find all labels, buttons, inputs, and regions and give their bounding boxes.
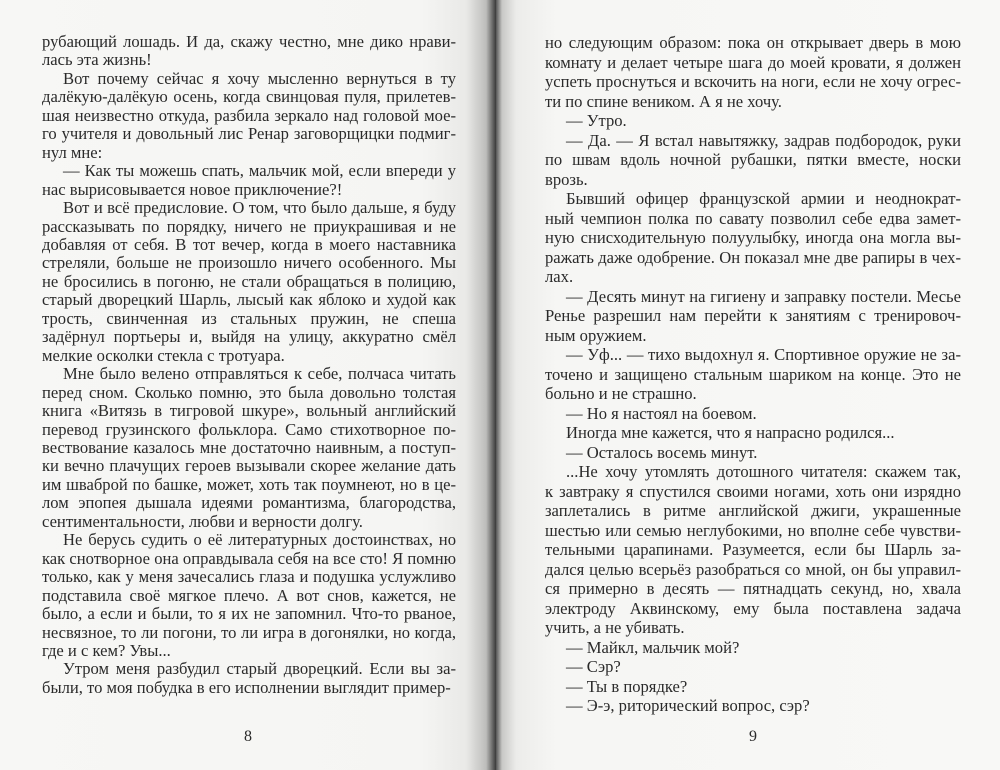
text-line: тельными царапинами. Разумеется, если бы Шарль за- xyxy=(545,540,961,559)
text-line: — Э-э, риторический вопрос, сэр? xyxy=(566,696,810,715)
text-line: перед сном. Сколько помню, это была довольно толстая xyxy=(42,382,456,402)
text-line: Утром меня разбудил старый дворецкий. Если вы за- xyxy=(63,659,456,679)
text-line: ную снисходительную полуулыбку, иногда она могла вы- xyxy=(545,228,961,247)
paragraph xyxy=(545,677,961,697)
text-line: — Уф... — тихо выдохнул я. Спортивное оружие не за- xyxy=(566,345,961,364)
text-line: старый дворецкий Шарль, лысый как яблоко и худой как xyxy=(42,290,456,310)
text-line: шая неизвестно откуда, разбила зеркало над головой мое- xyxy=(42,105,456,125)
text-line: Бывший офицер французской армии и неоднократ- xyxy=(566,189,961,208)
text-line: комнату и делает четыре шага до моей кровати, я должен xyxy=(545,52,961,72)
text-line: — Сэр? xyxy=(566,657,621,676)
paragraph xyxy=(545,638,961,658)
page-number: 8 xyxy=(244,728,252,745)
text-line: к завтраку я спустился своими ногами, хоть они изрядно xyxy=(545,481,961,501)
paragraph xyxy=(545,462,961,638)
text-line: мелкие осколки стекла с тротуара. xyxy=(42,345,285,365)
text-line: — Майкл, мальчик мой? xyxy=(566,637,740,657)
text-line: вествование казалось мне достаточно наивным, а поступ- xyxy=(42,437,456,457)
paragraph xyxy=(545,696,961,716)
text-line: но следующим образом: пока он открывает дверь в мою xyxy=(545,33,961,52)
text-line: дался целью всерьёз разобраться со мной, он бы управил- xyxy=(545,559,961,579)
text-line: как снотворное она оправдывала себя на все сто! Я помню xyxy=(42,548,456,568)
text-line: не бросились в погоню, не стали обращаться в полицию, xyxy=(42,271,456,291)
text-line: го учителя и довольный лис Ренар заговорщицки подмиг- xyxy=(42,124,456,144)
text-line: им шваброй по башке, может, хоть так поумнеют, но в це- xyxy=(42,474,456,494)
text-line: — Десять минут на гигиену и заправку постели. Месье xyxy=(566,286,961,306)
text-line: ки вечно плачущих героев вызывали скорее желание дать xyxy=(42,456,456,476)
paragraph xyxy=(42,162,456,199)
text-line: Мне было велено отправляться к себе, полчаса читать xyxy=(63,364,456,384)
paragraph xyxy=(545,33,961,111)
text-line: — Осталось восемь минут. xyxy=(566,442,758,462)
paragraph xyxy=(42,365,456,531)
text-line: — Утро. xyxy=(566,111,627,130)
text-line: рубающий лошадь. И да, скажу честно, мне дико нрави- xyxy=(42,32,456,51)
text-line: книга «Витязь в тигровой шкуре», вольный английский xyxy=(42,401,456,421)
text-line: Вот почему сейчас я хочу мысленно вернуться в ту xyxy=(63,68,456,88)
text-line: — Да. — Я встал навытяжку, задрав подбородок, руки xyxy=(566,130,961,150)
text-line: лом эпопея дышала идеями романтизма, благородства, xyxy=(42,493,456,513)
paragraph xyxy=(42,531,456,660)
left-page xyxy=(0,0,496,770)
paragraph xyxy=(545,657,961,677)
text-line: лах. xyxy=(545,267,574,286)
paragraph xyxy=(42,199,456,365)
text-line: сентиментальности, любви и верности долгу. xyxy=(42,511,363,531)
text-line: лась эта жизнь! xyxy=(42,50,152,70)
text-line: шестью или семью неглубокими, но вполне себе чувстви- xyxy=(545,520,961,540)
text-line: Не берусь судить о её литературных достоинствах, но xyxy=(63,530,456,550)
text-line: Иногда мне кажется, что я напрасно родился... xyxy=(566,423,895,442)
paragraph xyxy=(545,189,961,287)
text-line: далёкую-далёкую осень, когда свинцовая пуля, прилетев- xyxy=(42,87,456,107)
paragraph xyxy=(545,345,961,404)
text-line: трость, свинченная из стальных пружин, не спеша xyxy=(42,308,456,328)
text-line: задёрнул портьеры и, выйдя на улицу, аккуратно смёл xyxy=(42,327,456,347)
text-line: добавляя от себя. В тот вечер, когда в моего наставника xyxy=(42,234,456,254)
paragraph xyxy=(545,131,961,190)
text-line: подставила своё мягкое плечо. А вот снов, кажется, не xyxy=(42,585,456,605)
text-line: нас вырисовывается новое приключение?! xyxy=(42,179,343,199)
text-line: было, а если и были, то я их не запомнил. Что-то рваное, xyxy=(42,604,456,624)
paragraph xyxy=(545,443,961,463)
text-line: ный чемпион полка по савату позволил себе едва замет- xyxy=(545,208,961,228)
text-line: электроду Аквинскому, ему была поставлена задача xyxy=(545,598,961,618)
page-text xyxy=(545,33,961,716)
text-line: были, то моя побудка в его исполнении выглядит пример- xyxy=(42,677,451,697)
paragraph xyxy=(545,111,961,131)
text-line: по швам вдоль ночной рубашки, пятки вместе, носки xyxy=(545,150,961,169)
text-line: — Как ты можешь спать, мальчик мой, если впереди у xyxy=(63,161,456,181)
text-line: ти по спине веником. А я не хочу. xyxy=(545,91,782,111)
text-line: Вот и всё предисловие. О том, что было дальше, я буду xyxy=(63,198,456,218)
text-line: стреляли, больше не произошло ничего особенного. Мы xyxy=(42,253,456,273)
page-number: 9 xyxy=(749,728,757,745)
text-line: ным оружием. xyxy=(545,325,647,345)
paragraph xyxy=(545,423,961,443)
text-line: ражать даже одобрение. Он показал мне две рапиры в чех- xyxy=(545,247,961,267)
text-line: несвязное, то ли погони, то ли игра в догонялки, но когда, xyxy=(42,622,456,642)
right-page xyxy=(496,0,1000,770)
text-line: только, как у меня зачесались глаза и подушка услужливо xyxy=(42,567,456,587)
text-line: нул мне: xyxy=(42,142,103,162)
text-line: заплетались в ритме английской джиги, украшенные xyxy=(545,501,961,520)
text-line: где и с кем? Увы... xyxy=(42,640,171,660)
page-text xyxy=(42,33,456,697)
paragraph xyxy=(42,660,456,697)
text-line: — Но я настоял на боевом. xyxy=(566,403,757,423)
text-line: рассказывать по порядку, ничего не приукрашивая и не xyxy=(42,216,456,236)
text-line: ся примерно в десять — пятнадцать секунд, но, хвала xyxy=(545,579,961,598)
paragraph xyxy=(42,70,456,162)
text-line: врозь. xyxy=(545,169,588,189)
paragraph xyxy=(545,287,961,346)
text-line: больно и не страшно. xyxy=(545,384,697,403)
text-line: Ренье разрешил нам перейти к занятиям с тренировоч- xyxy=(545,306,961,325)
text-line: точено и защищено стальным шариком на конце. Это не xyxy=(545,364,961,384)
text-line: ...Не хочу утомлять дотошного читателя: скажем так, xyxy=(566,462,961,481)
text-line: успеть проснуться и вскочить на ноги, если не хочу огрес- xyxy=(545,72,961,91)
text-line: — Ты в порядке? xyxy=(566,676,688,696)
text-line: перевод грузинского фольклора. Само стихотворное по- xyxy=(42,419,456,439)
text-line: учить, а не убивать. xyxy=(545,618,685,637)
paragraph xyxy=(42,33,456,70)
paragraph xyxy=(545,404,961,424)
